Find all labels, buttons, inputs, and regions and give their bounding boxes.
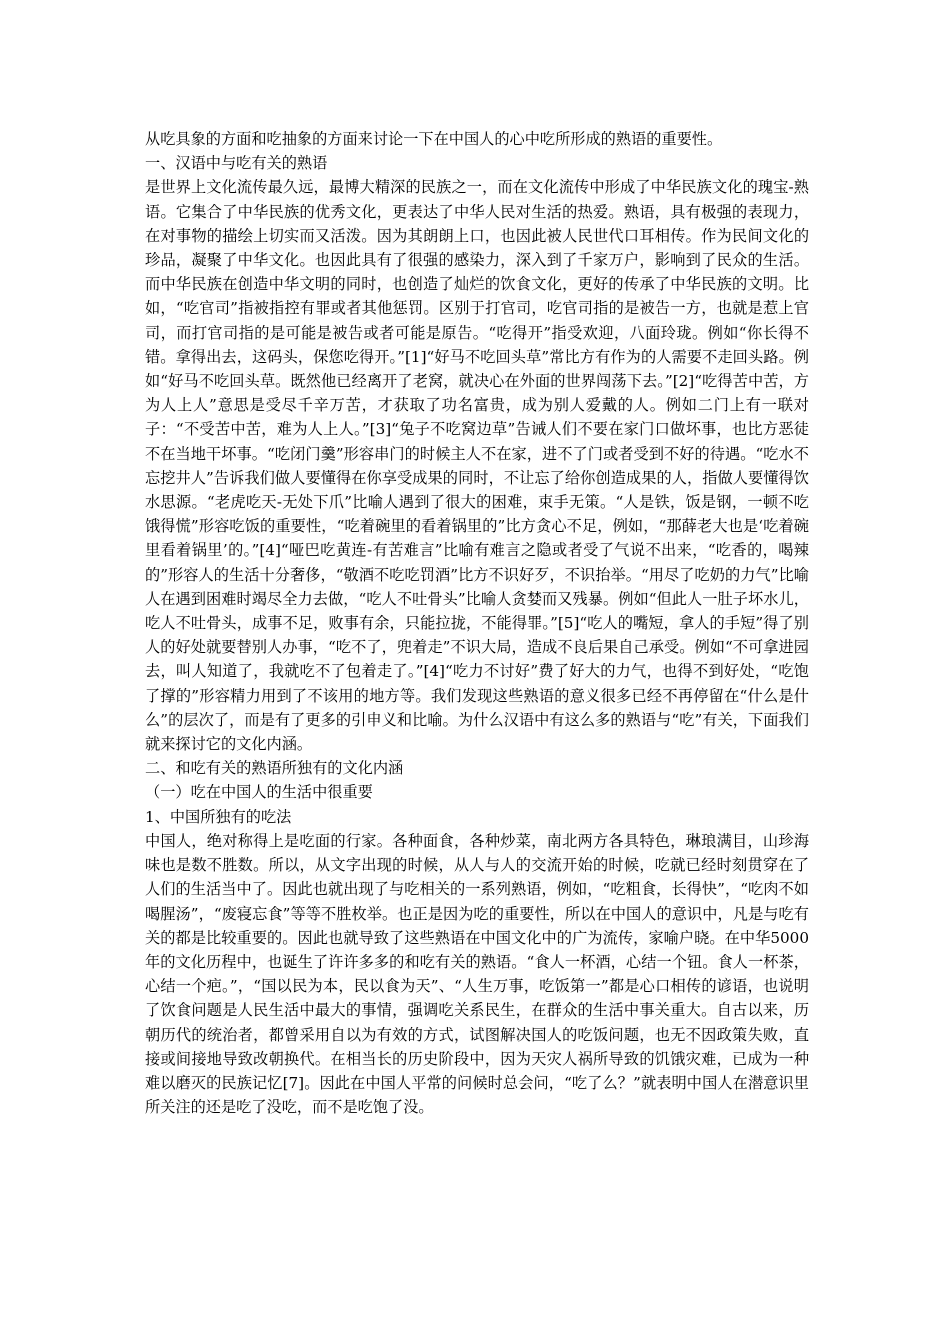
- intro-paragraph: 从吃具象的方面和吃抽象的方面来讨论一下在中国人的心中吃所形成的熟语的重要性。: [145, 130, 723, 148]
- body-paragraph: 中国人，绝对称得上是吃面的行家。各种面食，各种炒菜，南北两方各具特色，琳琅满目，山珍海味也是数不胜数。所以，从文字出现的时候，从人与人的交流开始的时候，吃就已经时刻贯穿在了人们的生活当中了。因此也就出现了与吃相关的一系列熟语，例如，“吃粗食，长得快”，“吃肉不如喝腥汤”，“废寝忘食”等等不胜枚举。也正是因为吃的重要性，所以在中国人的意识中，凡是与吃有关的都是比较重要的。因此也就导致了这些熟语在中国文化中的广为流传，家喻户晓。在中华5000年的文化历程中，也诞生了许许多多的和吃有关的熟语。“食人一杯酒，心结一个钮。食人一杯茶，心结一个疤。”，“国以民为本，民以食为天”、“人生万事，吃饭第一”都是心口相传的谚语，也说明了饮食问题是人民生活中最大的事情，强调吃关系民生，在群众的生活中事关重大。自古以来，历朝历代的统治者，都曾采用自以为有效的方式，试图解决国人的吃饭问题，也无不因政策失败，直接或间接地导致改朝换代。在相当长的历史阶段中，因为天灾人祸所导致的饥饿灾难，已成为一种难以磨灭的民族记忆[7]。因此在中国人平常的问候时总会问，“吃了么？”就表明中国人在潜意识里所关注的还是吃了没吃，而不是吃饱了没。: [145, 831, 809, 1117]
- document-body: [145, 127, 809, 1119]
- body-paragraph: 是世界上文化流传最久远，最博大精深的民族之一，而在文化流传中形成了中华民族文化的瑰宝-熟语。它集合了中华民族的优秀文化，更表达了中华人民对生活的热爱。熟语，具有极强的表现力，在对事物的描绘上切实而又活泼。因为其朗朗上口，也因此被人民世代口耳相传。作为民间文化的珍品，凝聚了中华文化。也因此具有了很强的感染力，深入到了千家万户，影响到了民众的生活。而中华民族在创造中华文明的同时，也创造了灿烂的饮食文化，更好的传承了中华民族的文明。比如，“吃官司”指被指控有罪或者其他惩罚。区别于打官司，吃官司指的是被告一方，也就是惹上官司，而打官司指的是可能是被告或者可能是原告。“吃得开”指受欢迎，八面玲珑。例如“你长得不错。拿得出去，这码头，保您吃得开。”[1]“好马不吃回头草”常比方有作为的人需要不走回头路。例如“好马不吃回头草。既然他已经离开了老窝，就决心在外面的世界闯荡下去。”[2]“吃得苦中苦，方为人上人”意思是受尽千辛万苦，才获取了功名富贵，成为别人爱戴的人。例如二门上有一联对子：“不受苦中苦，难为人上人。”[3]“兔子不吃窝边草”告诫人们不要在家门口做坏事，也比方恶徒不在当地干坏事。“吃闭门羹”形容串门的时候主人不在家，进不了门或者受到不好的待遇。“吃水不忘挖井人”告诉我们做人要懂得在你享受成果的同时，不让忘了给你创造成果的人，指做人要懂得饮水思源。“老虎吃天-无处下爪”比喻人遇到了很大的困难，束手无策。“人是铁，饭是钢，一顿不吃饿得慌”形容吃饭的重要性，“吃着碗里的看着锅里的”比方贪心不足，例如，“那薛老大也是‘吃着碗里看着锅里’的。”[4]“哑巴吃黄连-有苦难言”比喻有难言之隐或者受了气说不出来，“吃香的，喝辣的”形容人的生活十分奢侈，“敬酒不吃吃罚酒”比方不识好歹，不识抬举。“用尽了吃奶的力气”比喻人在遇到困难时竭尽全力去做，“吃人不吐骨头”比喻人贪婪而又残暴。例如“但此人一肚子坏水儿，吃人不吐骨头，成事不足，败事有余，只能拉拢，不能得罪。”[5]“吃人的嘴短，拿人的手短”得了别人的好处就要替别人办事，“吃不了，兜着走”不识大局，造成不良后果自己承受。例如“不可拿进园去，叫人知道了，我就吃不了包着走了。”[4]“吃力不讨好”费了好大的力气，也得不到好处，“吃饱了撑的”形容精力用到了不该用的地方等。我们发现这些熟语的意义很多已经不再停留在“什么是什么”的层次了，而是有了更多的引申义和比喻。为什么汉语中有这么多的熟语与“吃”有关，下面我们就来探讨它的文化内涵。: [145, 178, 809, 754]
- section-heading-1: 一、汉语中与吃有关的熟语: [145, 154, 328, 173]
- section-heading-2: 二、和吃有关的熟语所独有的文化内涵: [145, 759, 404, 778]
- subsection-heading: （一）吃在中国人的生活中很重要: [145, 783, 373, 802]
- sub-subsection-heading: 1、中国所独有的吃法: [145, 807, 292, 826]
